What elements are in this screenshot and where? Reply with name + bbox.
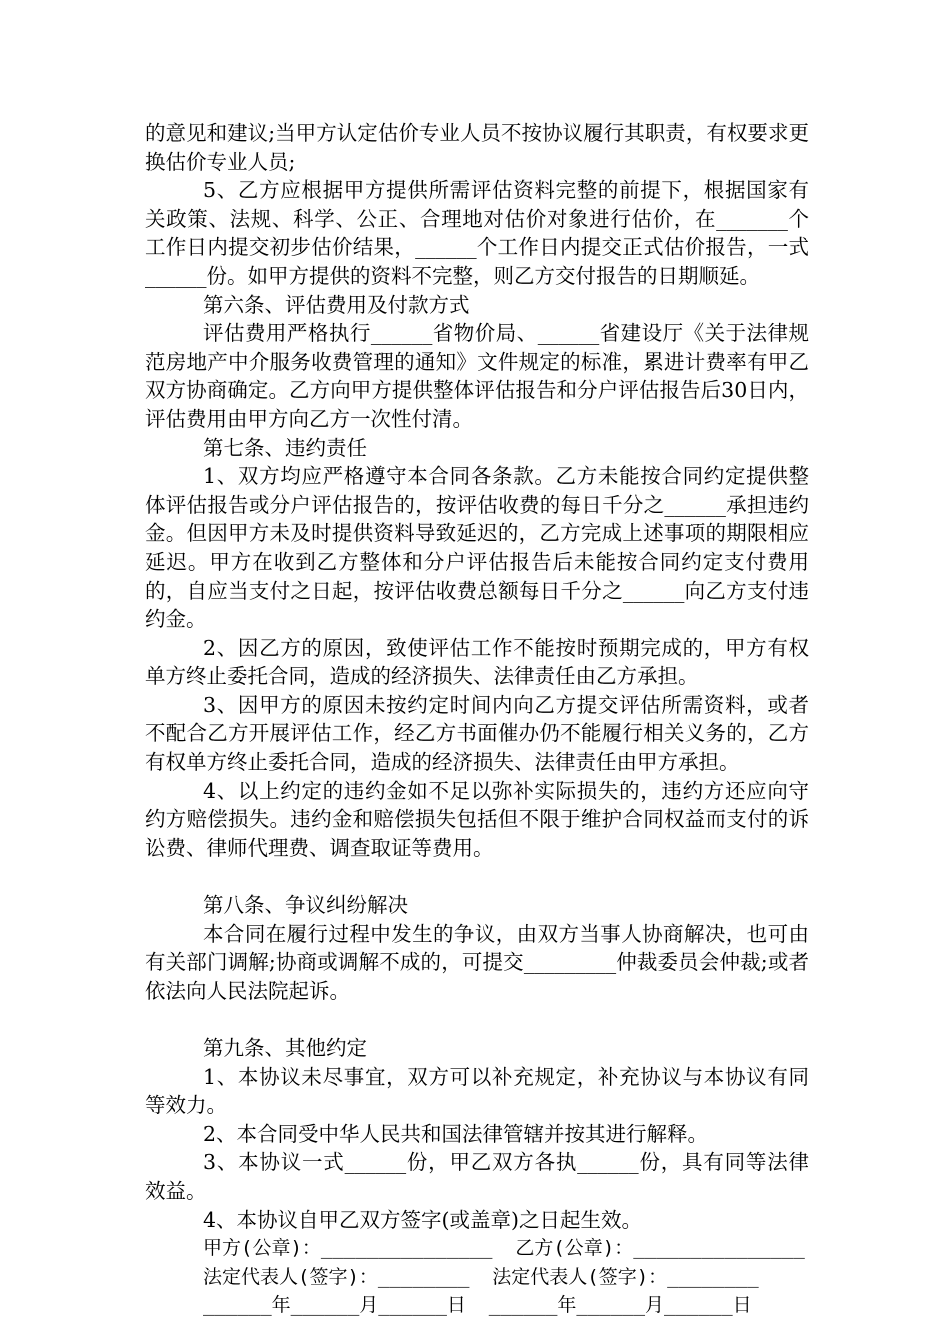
signature-representative-line: 法定代表人(签字)：________ 法定代表人(签字)：________ xyxy=(203,1265,759,1288)
contract-page xyxy=(145,119,809,1320)
article-6-title: 第六条、评估费用及付款方式 xyxy=(203,292,470,317)
spacer xyxy=(145,1005,809,1034)
spacer xyxy=(145,862,809,891)
paragraph-continuation: 的意见和建议;当甲方认定估价专业人员不按协议履行其职责，有权要求更换估价专业人员; xyxy=(145,121,809,174)
article-7-clause-3: 3、因甲方的原因未按约定时间内向乙方提交评估所需资料，或者不配合乙方开展评估工作，经乙方书面催办仍不能履行相关义务的，乙方有权单方终止委托合同，造成的经济损失、法律责任由甲方承担。 xyxy=(145,692,809,775)
article-6-body: 评估费用严格执行______省物价局、______省建设厅《关于法律规范房地产中介服务收费管理的通知》文件规定的标准，累进计费率有甲乙双方协商确定。乙方向甲方提供整体评估报告和分户评估报告后30日内，评估费用由甲方向乙方一次性付清。 xyxy=(145,321,809,431)
article-9-clause-2: 2、本合同受中华人民共和国法律管辖并按其进行解释。 xyxy=(203,1121,709,1146)
article-8-title: 第八条、争议纠纷解决 xyxy=(203,893,408,918)
article-9-clause-4: 4、本协议自甲乙双方签字(或盖章)之日起生效。 xyxy=(203,1207,643,1232)
article-7-clause-4: 4、以上约定的违约金如不足以弥补实际损失的，违约方还应向守约方赔偿损失。违约金和赔偿损失包括但不限于维护合同权益而支付的诉讼费、律师代理费、调查取证等费用。 xyxy=(145,778,809,860)
signature-date-line: ______年______月______日 ______年______月______日 xyxy=(203,1294,752,1317)
article-9-clause-3: 3、本协议一式______份，甲乙双方各执______份，具有同等法律效益。 xyxy=(145,1150,809,1203)
article-7-title: 第七条、违约责任 xyxy=(203,435,367,460)
article-8-body: 本合同在履行过程中发生的争议，由双方当事人协商解决，也可由有关部门调解;协商或调解不成的，可提交_________仲裁委员会仲裁;或者依法向人民法院起诉。 xyxy=(145,921,809,1003)
clause-5: 5、乙方应根据甲方提供所需评估资料完整的前提下，根据国家有关政策、法规、科学、公正、合理地对估价对象进行估价，在_______个工作日内提交初步估价结果，______个工作日内提交正式估价报告，一式______份。如甲方提供的资料不完整，则乙方交付报告的日期顺延。 xyxy=(145,178,809,288)
article-9-clause-1: 1、本协议未尽事宜，双方可以补充规定，补充协议与本协议有同等效力。 xyxy=(145,1064,809,1118)
article-9-title: 第九条、其他约定 xyxy=(203,1036,367,1060)
article-7-clause-2: 2、因乙方的原因，致使评估工作不能按时预期完成的，甲方有权单方终止委托合同，造成的经济损失、法律责任由乙方承担。 xyxy=(145,635,809,689)
article-7-clause-1: 1、双方均应严格遵守本合同各条款。乙方未能按合同约定提供整体评估报告或分户评估报告的，按评估收费的每日千分之______承担违约金。但因甲方未及时提供资料导致延迟的，乙方完成上述事项的期限相应延迟。甲方在收到乙方整体和分户评估报告后未能按合同约定支付费用的，自应当支付之日起，按评估收费总额每日千分之______向乙方支付违约金。 xyxy=(145,464,809,632)
signature-seal-line: 甲方(公章)：_______________ 乙方(公章)：_______________ xyxy=(203,1237,805,1260)
